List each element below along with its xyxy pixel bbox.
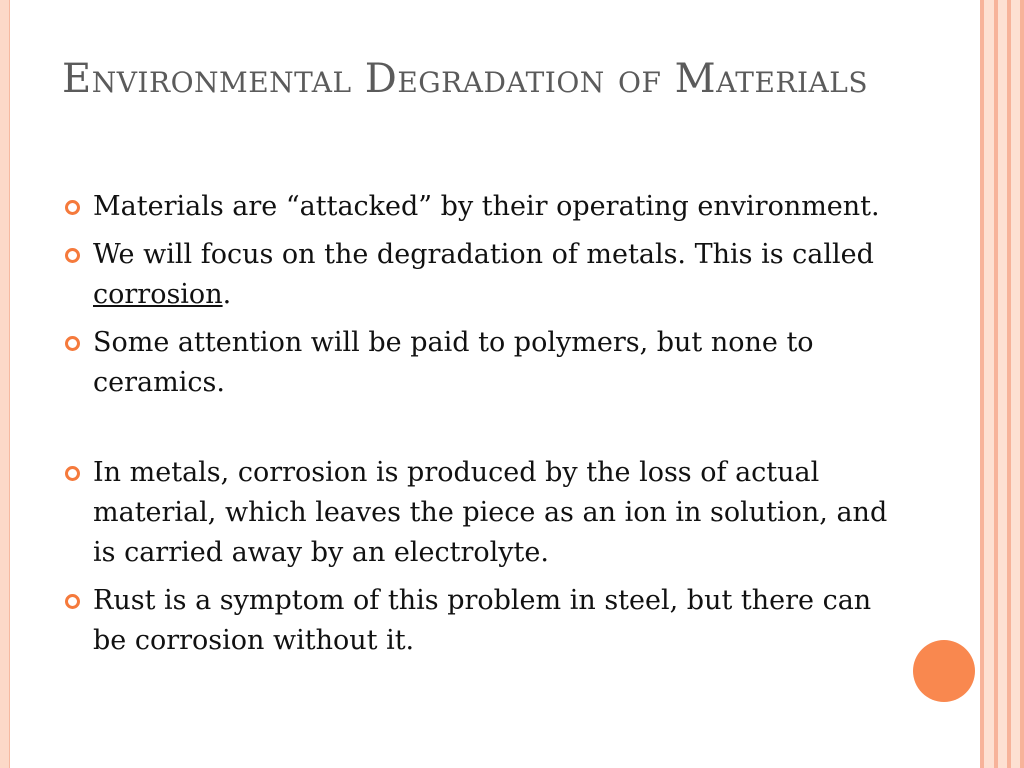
bullet-text: Rust is a symptom of this problem in steel, but there can be corrosion without it. [93,585,872,656]
bullet-item [64,323,894,403]
bullet-circle-icon [65,594,80,609]
bullet-circle-icon [65,200,80,215]
bullet-circle-icon [65,466,80,481]
bullet-text: Materials are “attacked” by their operating environment. [93,191,880,222]
bullet-text: In metals, corrosion is produced by the loss of actual material, which leaves the piece as an ion in solution, and is carried away by an electrolyte. [93,457,888,568]
bullet-item [64,235,894,315]
bullet-circle-icon [65,248,80,263]
bullet-list [64,187,894,669]
bullet-item [64,187,894,227]
left-edge-stripe [0,0,10,768]
bullet-item [64,581,894,661]
underlined-term: corrosion [93,279,223,310]
bullet-circle-icon [65,336,80,351]
bullet-text: We will focus on the degradation of metals. This is called [93,239,874,270]
bullet-item [64,453,894,573]
slide-title: Environmental Degradation of Materials [62,56,869,102]
orange-circle-decoration [913,640,975,702]
bullet-text: Some attention will be paid to polymers, but none to ceramics. [93,327,814,398]
right-decorative-stripes [978,0,1024,768]
bullet-text-end: . [222,279,232,310]
